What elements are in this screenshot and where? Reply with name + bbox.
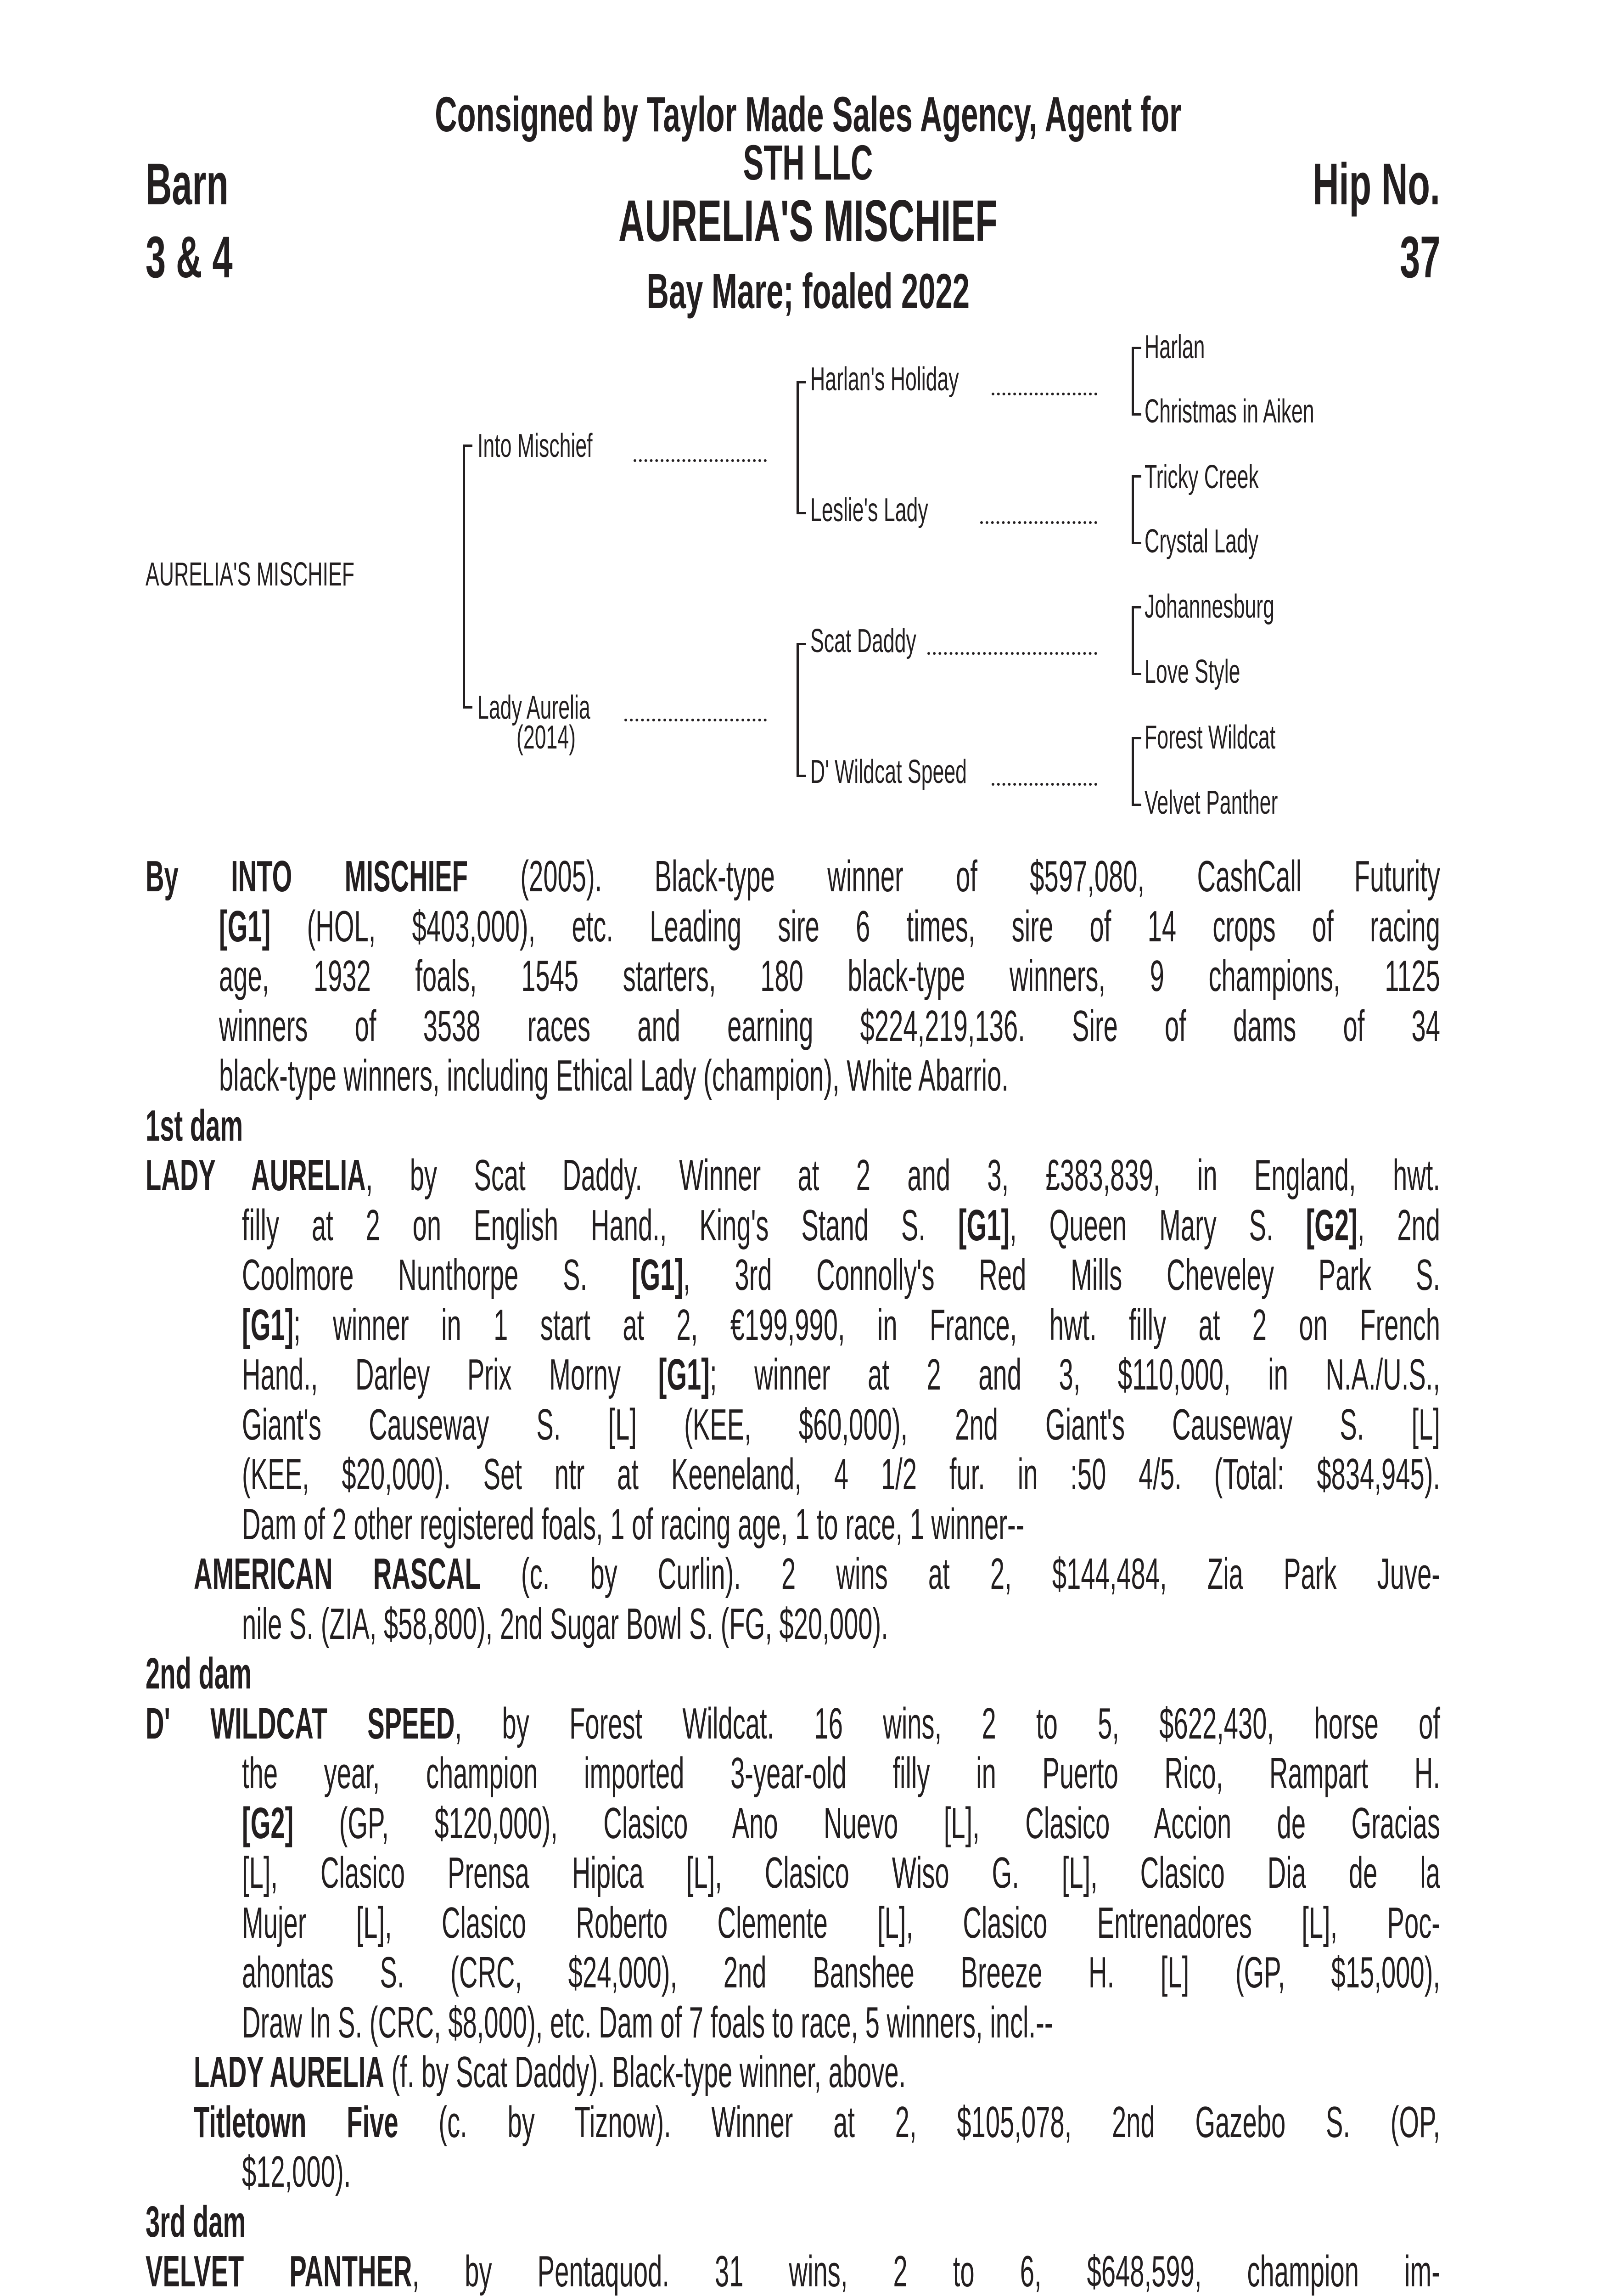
bold-text-segment: [G1]: [631, 1250, 684, 1300]
bold-text-segment: 3rd dam: [146, 2197, 246, 2246]
body-line: [146, 1101, 1440, 1151]
pedigree-dam-dam-text: D' Wildcat Speed: [810, 754, 967, 790]
body-line: [242, 1749, 1440, 1798]
body-line-text: [242, 1799, 1440, 1848]
pedigree-bracket-dam-line: [797, 643, 806, 777]
body-line: [242, 1500, 1440, 1549]
body-line: [242, 1201, 1440, 1250]
bold-text-segment: [G2]: [242, 1798, 294, 1848]
text-segment: Coolmore Nunthorpe S.: [242, 1250, 632, 1300]
hip-value: [1375, 225, 1440, 290]
pedigree-dam-year: [516, 721, 612, 754]
text-segment: the year, champion imported 3-year-old filly in Puerto Rico, Rampart H.: [242, 1749, 1440, 1798]
text-segment: , by Forest Wildcat. 16 wins, 2 to 5, $622,430, horse of: [454, 1699, 1441, 1748]
bold-text-segment: [G1]: [242, 1300, 294, 1350]
text-segment: (HOL, $403,000), etc. Leading sire 6 times, sire of 14 crops of racing: [270, 901, 1440, 951]
body-line-text: [194, 1549, 1440, 1599]
pedigree-dam-sire-text: Scat Daddy: [810, 623, 916, 659]
bold-text-segment: [G1]: [219, 901, 271, 951]
pedigree-sire-sire: [810, 363, 1050, 396]
hip-value-text: 37: [1399, 225, 1440, 290]
bold-text-segment: [G1]: [658, 1350, 710, 1399]
text-segment: Draw In S. (CRC, $8,000), etc. Dam of 7 foals to race, 5 winners, incl.--: [242, 1998, 1053, 2047]
bold-text-segment: [G1]: [958, 1200, 1010, 1250]
body-line-text: [146, 1101, 1440, 1151]
pedigree-g3-1-text: Christmas in Aiken: [1145, 393, 1314, 430]
bold-text-segment: LADY AURELIA: [146, 1151, 366, 1200]
text-segment: ; winner in 1 start at 2, €199,990, in France, hwt. filly at 2 on French: [293, 1300, 1440, 1350]
text-segment: , 2nd: [1357, 1200, 1441, 1250]
text-segment: (c. by Tiznow). Winner at 2, $105,078, 2nd Gazebo S. (OP,: [398, 2097, 1441, 2147]
body-line: [242, 1599, 1440, 1649]
bold-text-segment: 2nd dam: [146, 1649, 252, 1698]
consignor-text-1: Consigned by Taylor Made Sales Agency, Agent for: [435, 86, 1181, 142]
text-segment: , by Pentaquod. 31 wins, 2 to 6, $648,599, champion im-: [412, 2247, 1441, 2296]
text-segment: (f. by Scat Daddy). Black-type winner, above.: [384, 2048, 906, 2097]
text-segment: Giant's Causeway S. [L] (KEE, $60,000), 2nd Giant's Causeway S. [L]: [242, 1400, 1440, 1449]
body-line: [242, 1799, 1440, 1848]
bold-text-segment: Titletown Five: [194, 2097, 398, 2147]
body-line-text: [219, 951, 1440, 1001]
text-segment: ; winner at 2 and 3, $110,000, in N.A./U.S.,: [709, 1350, 1441, 1399]
body-line-text: [194, 2048, 1440, 2097]
body-line: [146, 2197, 1440, 2247]
body-line-text: [219, 1002, 1440, 1051]
body-line: [242, 1848, 1440, 1898]
pedigree-bracket-g3-2: [1132, 475, 1141, 544]
body-line-text: [242, 1300, 1440, 1350]
body-line: [242, 2147, 1440, 2197]
horse-name-text: AURELIA'S MISCHIEF: [618, 188, 998, 254]
body-line: [219, 1051, 1440, 1101]
body-line-text: [146, 1649, 1440, 1699]
body-line: [194, 2098, 1440, 2147]
body-line: [146, 1151, 1440, 1200]
pedigree-bracket-g3-4: [1132, 737, 1141, 806]
pedigree-g3-5-text: Love Style: [1145, 653, 1240, 690]
body-line-text: [242, 1350, 1440, 1400]
horse-description-text: Bay Mare; foaled 2022: [646, 263, 970, 319]
pedigree-bracket-sire-line: [797, 381, 806, 514]
pedigree-g3-2: [1145, 461, 1329, 494]
bold-text-segment: [G2]: [1306, 1200, 1358, 1250]
body-line: [194, 1549, 1440, 1599]
pedigree-dam-year-text: (2014): [516, 719, 576, 756]
text-segment: $12,000).: [242, 2147, 351, 2196]
barn-label-text: Barn: [146, 152, 229, 217]
body-line-text: [146, 1151, 1440, 1200]
pedigree-subject: [146, 558, 483, 591]
pedigree-sire-sire-text: Harlan's Holiday: [810, 361, 959, 398]
body-line: [219, 1002, 1440, 1051]
body-line-text: [242, 1898, 1440, 1948]
text-segment: , by Scat Daddy. Winner at 2 and 3, £383,839, in England, hwt.: [365, 1151, 1441, 1200]
text-segment: , 3rd Connolly's Red Mills Cheveley Park S.: [683, 1250, 1441, 1300]
pedigree-g3-7-text: Velvet Panther: [1145, 784, 1278, 821]
text-segment: winners of 3538 races and earning $224,219,136. Sire of dams of 34: [219, 1001, 1440, 1051]
body-line: [242, 1300, 1440, 1350]
body-line: [242, 1250, 1440, 1300]
text-segment: filly at 2 on English Hand., King's Stand S.: [242, 1200, 958, 1250]
pedigree-dots-sire-dam: [980, 521, 1097, 524]
text-segment: age, 1932 foals, 1545 starters, 180 black-type winners, 9 champions, 1125: [219, 951, 1440, 1001]
body-line-text: [194, 2098, 1440, 2147]
text-segment: (c. by Curlin). 2 wins at 2, $144,484, Zia Park Juve-: [480, 1549, 1441, 1598]
pedigree-dots-dam: [624, 719, 767, 721]
body-line: [242, 1998, 1440, 2048]
body-line: [146, 1699, 1440, 1749]
pedigree-dots-dam-dam: [992, 783, 1097, 786]
body-line-text: [242, 2147, 1440, 2197]
pedigree-dots-sire: [634, 459, 767, 462]
text-segment: Mujer [L], Clasico Roberto Clemente [L], Clasico Entrenadores [L], Poc-: [242, 1898, 1440, 1947]
body-line-text: [242, 1201, 1440, 1250]
pedigree-g3-6-text: Forest Wildcat: [1145, 719, 1276, 756]
pedigree-g3-3-text: Crystal Lady: [1145, 523, 1259, 560]
body-line: [219, 902, 1440, 951]
body-line-text: [219, 1051, 1440, 1101]
pedigree-subject-text: AURELIA'S MISCHIEF: [146, 556, 355, 593]
text-segment: Dam of 2 other registered foals, 1 of racing age, 1 to race, 1 winner--: [242, 1499, 1025, 1549]
pedigree-g3-4-text: Johannesburg: [1145, 588, 1274, 625]
body-line-text: [242, 1450, 1440, 1499]
consignor-text-2: STH LLC: [743, 135, 873, 190]
body-line: [242, 1948, 1440, 1998]
body-line-text: [242, 1948, 1440, 1998]
pedigree-g3-4: [1145, 590, 1354, 623]
text-segment: (2005). Black-type winner of $597,080, CashCall Futurity: [468, 852, 1441, 901]
pedigree-g3-3: [1145, 525, 1328, 558]
body-line-text: [242, 1500, 1440, 1549]
bold-text-segment: AMERICAN RASCAL: [194, 1549, 481, 1598]
body-line-text: [146, 2247, 1440, 2296]
pedigree-g3-5: [1145, 655, 1299, 688]
body-line-text: [242, 1998, 1440, 2048]
pedigree-g3-2-text: Tricky Creek: [1145, 459, 1259, 495]
body-line: [146, 852, 1440, 901]
body-line-text: [242, 1848, 1440, 1898]
hip-label-text: Hip No.: [1313, 152, 1440, 217]
text-segment: ahontas S. (CRC, $24,000), 2nd Banshee Breeze H. [L] (GP, $15,000),: [242, 1948, 1440, 1997]
body-line-text: [242, 1250, 1440, 1300]
body-line-text: [146, 2197, 1440, 2247]
pedigree-g3-0: [1145, 331, 1242, 364]
pedigree-dots-dam-sire: [927, 652, 1097, 655]
pedigree-sire: [477, 429, 663, 462]
pedigree-bracket-gen1: [463, 445, 472, 709]
text-segment: (GP, $120,000), Clasico Ano Nuevo [L], Clasico Accion de Gracias: [293, 1798, 1440, 1848]
body-line: [146, 2247, 1440, 2296]
pedigree-sire-text: Into Mischief: [477, 428, 593, 464]
text-segment: nile S. (ZIA, $58,800), 2nd Sugar Bowl S. (FG, $20,000).: [242, 1599, 888, 1649]
bold-text-segment: LADY AURELIA: [194, 2048, 384, 2097]
pedigree-g3-1: [1145, 395, 1418, 428]
body-line-text: [242, 1599, 1440, 1649]
pedigree-dots-sire-sire: [992, 393, 1097, 395]
pedigree-g3-6: [1145, 721, 1356, 754]
body-line: [242, 1400, 1440, 1450]
body-line-text: [219, 902, 1440, 951]
pedigree-dam-text: Lady Aurelia: [477, 689, 590, 726]
pedigree-bracket-g3-3: [1132, 606, 1141, 675]
consignor-line-1: [0, 86, 1616, 142]
text-segment: Hand., Darley Prix Morny: [242, 1350, 658, 1399]
body-line: [219, 951, 1440, 1001]
bold-text-segment: By INTO MISCHIEF: [146, 852, 468, 901]
body-line: [242, 1350, 1440, 1400]
text-segment: [L], Clasico Prensa Hipica [L], Clasico Wiso G. [L], Clasico Dia de la: [242, 1848, 1440, 1897]
bold-text-segment: 1st dam: [146, 1101, 243, 1150]
hip-label: [1234, 152, 1440, 217]
body-line-text: [242, 1749, 1440, 1798]
text-segment: , Queen Mary S.: [1010, 1200, 1306, 1250]
barn-value-text: 3 & 4: [146, 225, 233, 290]
body-line: [146, 1649, 1440, 1699]
body-line: [242, 1898, 1440, 1948]
text-segment: black-type winners, including Ethical Lady (champion), White Abarrio.: [219, 1051, 1009, 1100]
barn-label: [146, 152, 280, 217]
pedigree-g3-7: [1145, 786, 1359, 819]
body-line: [194, 2048, 1440, 2097]
body-line-text: [146, 1699, 1440, 1749]
text-segment: (KEE, $20,000). Set ntr at Keeneland, 4 1/2 fur. in :50 4/5. (Total: $834,945).: [242, 1450, 1440, 1499]
pedigree-g3-0-text: Harlan: [1145, 329, 1205, 366]
barn-value: [146, 225, 286, 290]
body-line: [242, 1450, 1440, 1499]
pedigree-sire-dam: [810, 494, 1000, 527]
pedigree-sire-dam-text: Leslie's Lady: [810, 492, 928, 529]
body-line-text: [146, 852, 1440, 901]
body-line-text: [242, 1400, 1440, 1450]
bold-text-segment: VELVET PANTHER: [146, 2247, 412, 2296]
bold-text-segment: D' WILDCAT SPEED: [146, 1699, 455, 1748]
pedigree-bracket-g3-1: [1132, 347, 1141, 416]
